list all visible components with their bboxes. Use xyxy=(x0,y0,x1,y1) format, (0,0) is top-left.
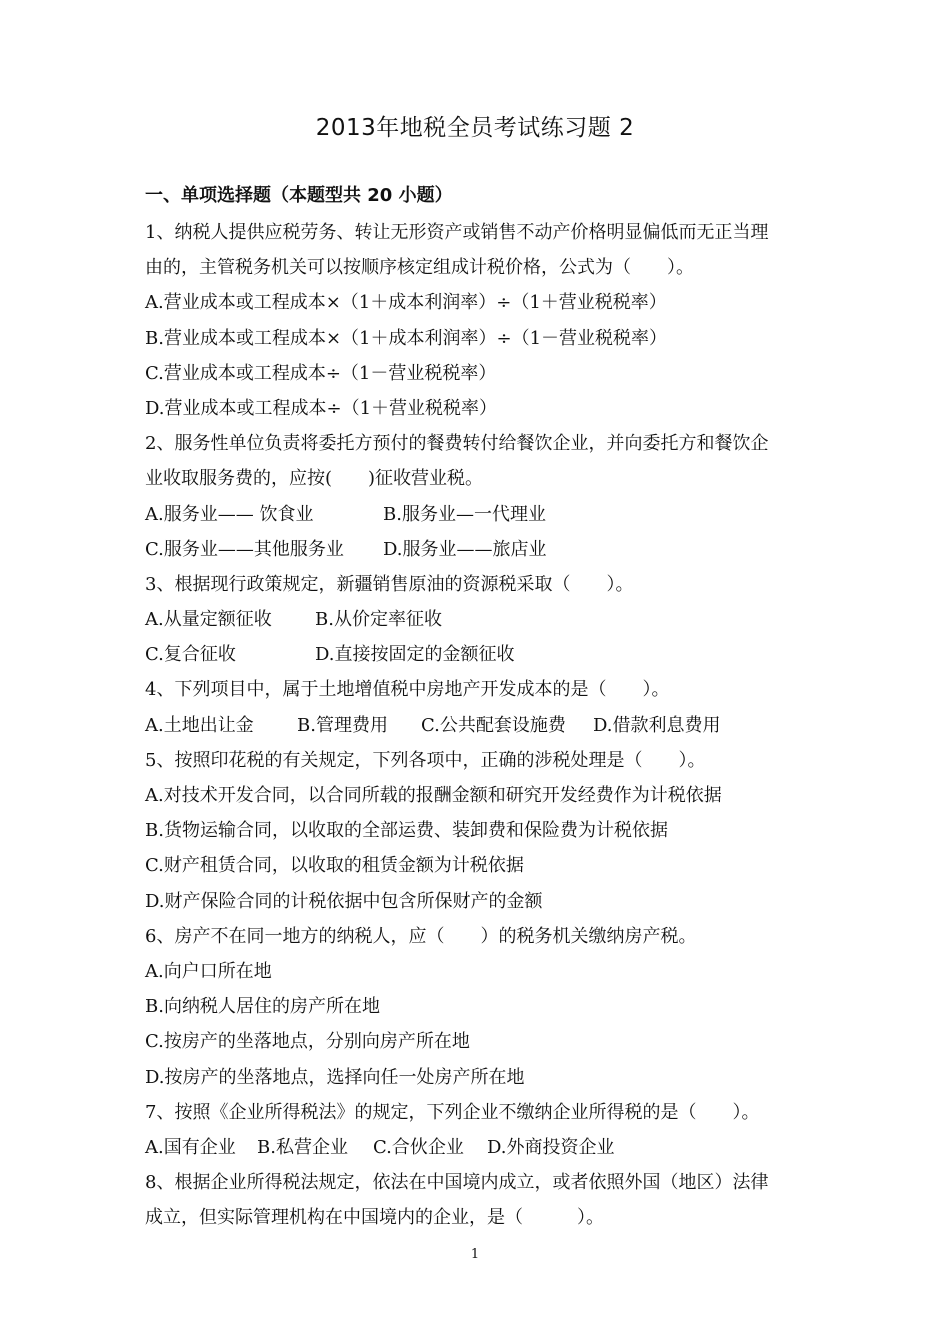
question-text: 根据企业所得税法规定，依法在中国境内成立，或者依照外国（地区）法律 xyxy=(174,1172,769,1194)
option-b: B.服务业—一代理业 xyxy=(383,503,546,525)
question-2-options-row-1 xyxy=(145,497,807,532)
question-5-option-d: D.财产保险合同的计税依据中包含所保财产的金额 xyxy=(145,890,543,912)
question-text: 根据现行政策规定，新疆销售原油的资源税采取（ ）。 xyxy=(174,573,634,595)
question-number: 3、 xyxy=(145,573,175,595)
question-7-options-row-1 xyxy=(145,1130,807,1165)
section-heading: 一、单项选择题（本题型共 20 小题） xyxy=(145,185,453,206)
option-d: D.直接按固定的金额征收 xyxy=(315,644,515,666)
question-5-option-c: C.财产租赁合同，以收取的租赁金额为计税依据 xyxy=(145,855,524,877)
question-8-line-1 xyxy=(145,1165,807,1200)
question-6-option-c: C.按房产的坐落地点，分别向房产所在地 xyxy=(145,1031,470,1053)
question-text: 房产不在同一地方的纳税人，应（ ）的税务机关缴纳房产税。 xyxy=(174,925,697,947)
page-number: 1 xyxy=(470,1247,480,1262)
question-number: 7、 xyxy=(145,1101,175,1123)
question-text: 服务性单位负责将委托方预付的餐费转付给餐饮企业，并向委托方和餐饮企 xyxy=(174,433,769,455)
question-1-option-d: D.营业成本或工程成本÷（1＋营业税税率） xyxy=(145,397,498,419)
option-c: C.复合征收 xyxy=(145,644,236,666)
question-text: 按照印花税的有关规定，下列各项中，正确的涉税处理是（ ）。 xyxy=(174,749,706,771)
question-2-options-row-2 xyxy=(145,532,807,567)
option-c: C.服务业——其他服务业 xyxy=(145,538,344,560)
option-d: D.外商投资企业 xyxy=(487,1136,615,1158)
question-number: 2、 xyxy=(145,433,175,455)
question-1-line-2: 由的，主管税务机关可以按顺序核定组成计税价格，公式为（ ）。 xyxy=(145,257,694,279)
question-3-line-1 xyxy=(145,567,807,602)
option-d: D.借款利息费用 xyxy=(593,714,721,736)
question-4-line-1 xyxy=(145,672,807,707)
question-number: 4、 xyxy=(145,679,175,701)
question-3-options-row-1 xyxy=(145,602,807,637)
option-c: C.公共配套设施费 xyxy=(421,714,566,736)
question-6-option-d: D.按房产的坐落地点，选择向任一处房产所在地 xyxy=(145,1066,525,1088)
document-title: 2013年地税全员考试练习题 2 xyxy=(315,115,635,141)
question-5-option-a: A.对技术开发合同，以合同所载的报酬金额和研究开发经费作为计税依据 xyxy=(145,785,722,806)
option-d: D.服务业——旅店业 xyxy=(383,538,547,560)
question-number: 6、 xyxy=(145,925,175,947)
question-1-option-b: B.营业成本或工程成本×（1＋成本利润率）÷（1－营业税税率） xyxy=(145,327,668,349)
option-a: A.从量定额征收 xyxy=(145,609,272,631)
question-8-line-2: 成立，但实际管理机构在中国境内的企业，是（ ）。 xyxy=(145,1207,604,1229)
question-6-option-b: B.向纳税人居住的房产所在地 xyxy=(145,996,380,1018)
question-text: 按照《企业所得税法》的规定，下列企业不缴纳企业所得税的是（ ）。 xyxy=(174,1101,760,1123)
question-text: 纳税人提供应税劳务、转让无形资产或销售不动产价格明显偏低而无正当理 xyxy=(174,222,769,243)
question-list xyxy=(145,215,807,1235)
question-1-option-a: A.营业成本或工程成本×（1＋成本利润率）÷（1＋营业税税率） xyxy=(145,292,667,314)
question-text: 下列项目中，属于土地增值税中房地产开发成本的是（ ）。 xyxy=(174,679,670,701)
question-6-line-1 xyxy=(145,919,807,954)
question-number: 5、 xyxy=(145,749,175,771)
question-6-option-a: A.向户口所在地 xyxy=(145,960,272,982)
question-1-line-1 xyxy=(145,215,807,250)
option-a: A.服务业—— 饮食业 xyxy=(145,503,314,525)
option-a: A.土地出让金 xyxy=(145,714,254,736)
question-7-line-1 xyxy=(145,1095,807,1130)
question-3-options-row-2 xyxy=(145,637,807,672)
option-c: C.合伙企业 xyxy=(373,1136,464,1158)
question-2-line-2: 业收取服务费的，应按( )征收营业税。 xyxy=(145,468,484,490)
question-5-line-1 xyxy=(145,743,807,778)
option-b: B.从价定率征收 xyxy=(315,609,442,631)
question-number: 8、 xyxy=(145,1172,175,1194)
question-4-options-row-1 xyxy=(145,708,807,743)
question-number: 1、 xyxy=(145,222,175,243)
option-b: B.管理费用 xyxy=(297,714,388,736)
option-a: A.国有企业 xyxy=(145,1136,236,1158)
question-5-option-b: B.货物运输合同，以收取的全部运费、装卸费和保险费为计税依据 xyxy=(145,820,668,842)
question-2-line-1 xyxy=(145,426,807,461)
option-b: B.私营企业 xyxy=(257,1136,348,1158)
question-1-option-c: C.营业成本或工程成本÷（1－营业税税率） xyxy=(145,362,497,384)
